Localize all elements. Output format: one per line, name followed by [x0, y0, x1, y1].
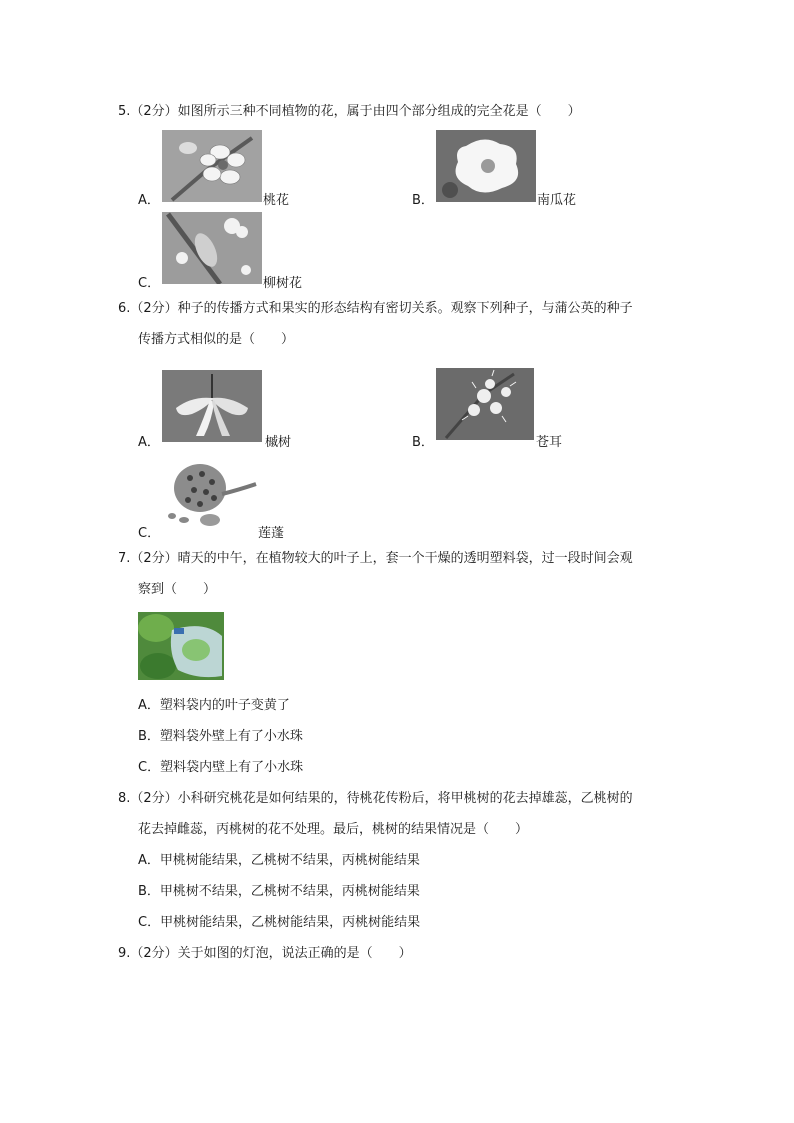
q6-stem-line2: 传播方式相似的是（ ）: [138, 332, 295, 347]
q6-option-c-label: 莲蓬: [258, 526, 285, 541]
q5-option-a-letter: A．: [138, 193, 160, 208]
pumpkin-flower-image: [436, 130, 536, 202]
q8-option-a: A．甲桃树能结果，乙桃树不结果，丙桃树能结果: [138, 853, 420, 868]
lotus-seedpod-image: [164, 454, 260, 530]
willow-flower-image: [162, 212, 262, 284]
q5-option-a-label: 桃花: [263, 193, 290, 208]
peach-flower-image: [162, 130, 262, 202]
q6-option-a-letter: A．: [138, 435, 160, 450]
q7-stem-line2: 察到（ ）: [138, 582, 217, 597]
q8-stem-line2: 花去掉雌蕊，丙桃树的花不处理。最后，桃树的结果情况是（ ）: [138, 822, 529, 837]
maple-seed-image: [162, 370, 262, 442]
q6-option-b-letter: B．: [412, 435, 434, 450]
q7-option-c: C．塑料袋内壁上有了小水珠: [138, 760, 304, 775]
q5-option-b-label: 南瓜花: [537, 193, 577, 208]
q7-option-a: A．塑料袋内的叶子变黄了: [138, 698, 290, 713]
q5-option-c-label: 柳树花: [263, 276, 303, 291]
q6-option-a-label: 槭树: [265, 435, 292, 450]
leaf-in-plastic-bag-image: [138, 612, 224, 680]
q5-stem: 5.（2分）如图所示三种不同植物的花，属于由四个部分组成的完全花是（ ）: [118, 104, 581, 119]
q7-option-b: B．塑料袋外壁上有了小水珠: [138, 729, 303, 744]
q6-stem-line1: 6.（2分）种子的传播方式和果实的形态结构有密切关系。观察下列种子，与蒲公英的种子: [118, 301, 633, 316]
q5-option-c-letter: C．: [138, 276, 161, 291]
q8-option-c: C．甲桃树能结果，乙桃树能结果，丙桃树能结果: [138, 915, 421, 930]
q9-stem: 9.（2分）关于如图的灯泡，说法正确的是（ ）: [118, 946, 412, 961]
q8-stem-line1: 8.（2分）小科研究桃花是如何结果的，待桃花传粉后，将甲桃树的花去掉雄蕊，乙桃树的: [118, 791, 633, 806]
q8-option-b: B．甲桃树不结果，乙桃树不结果，丙桃树能结果: [138, 884, 420, 899]
q5-option-b-letter: B．: [412, 193, 434, 208]
q6-option-c-letter: C．: [138, 526, 161, 541]
q6-option-b-label: 苍耳: [536, 435, 563, 450]
q7-stem-line1: 7.（2分）晴天的中午，在植物较大的叶子上，套一个干燥的透明塑料袋，过一段时间会观: [118, 551, 633, 566]
cocklebur-image: [436, 368, 534, 440]
